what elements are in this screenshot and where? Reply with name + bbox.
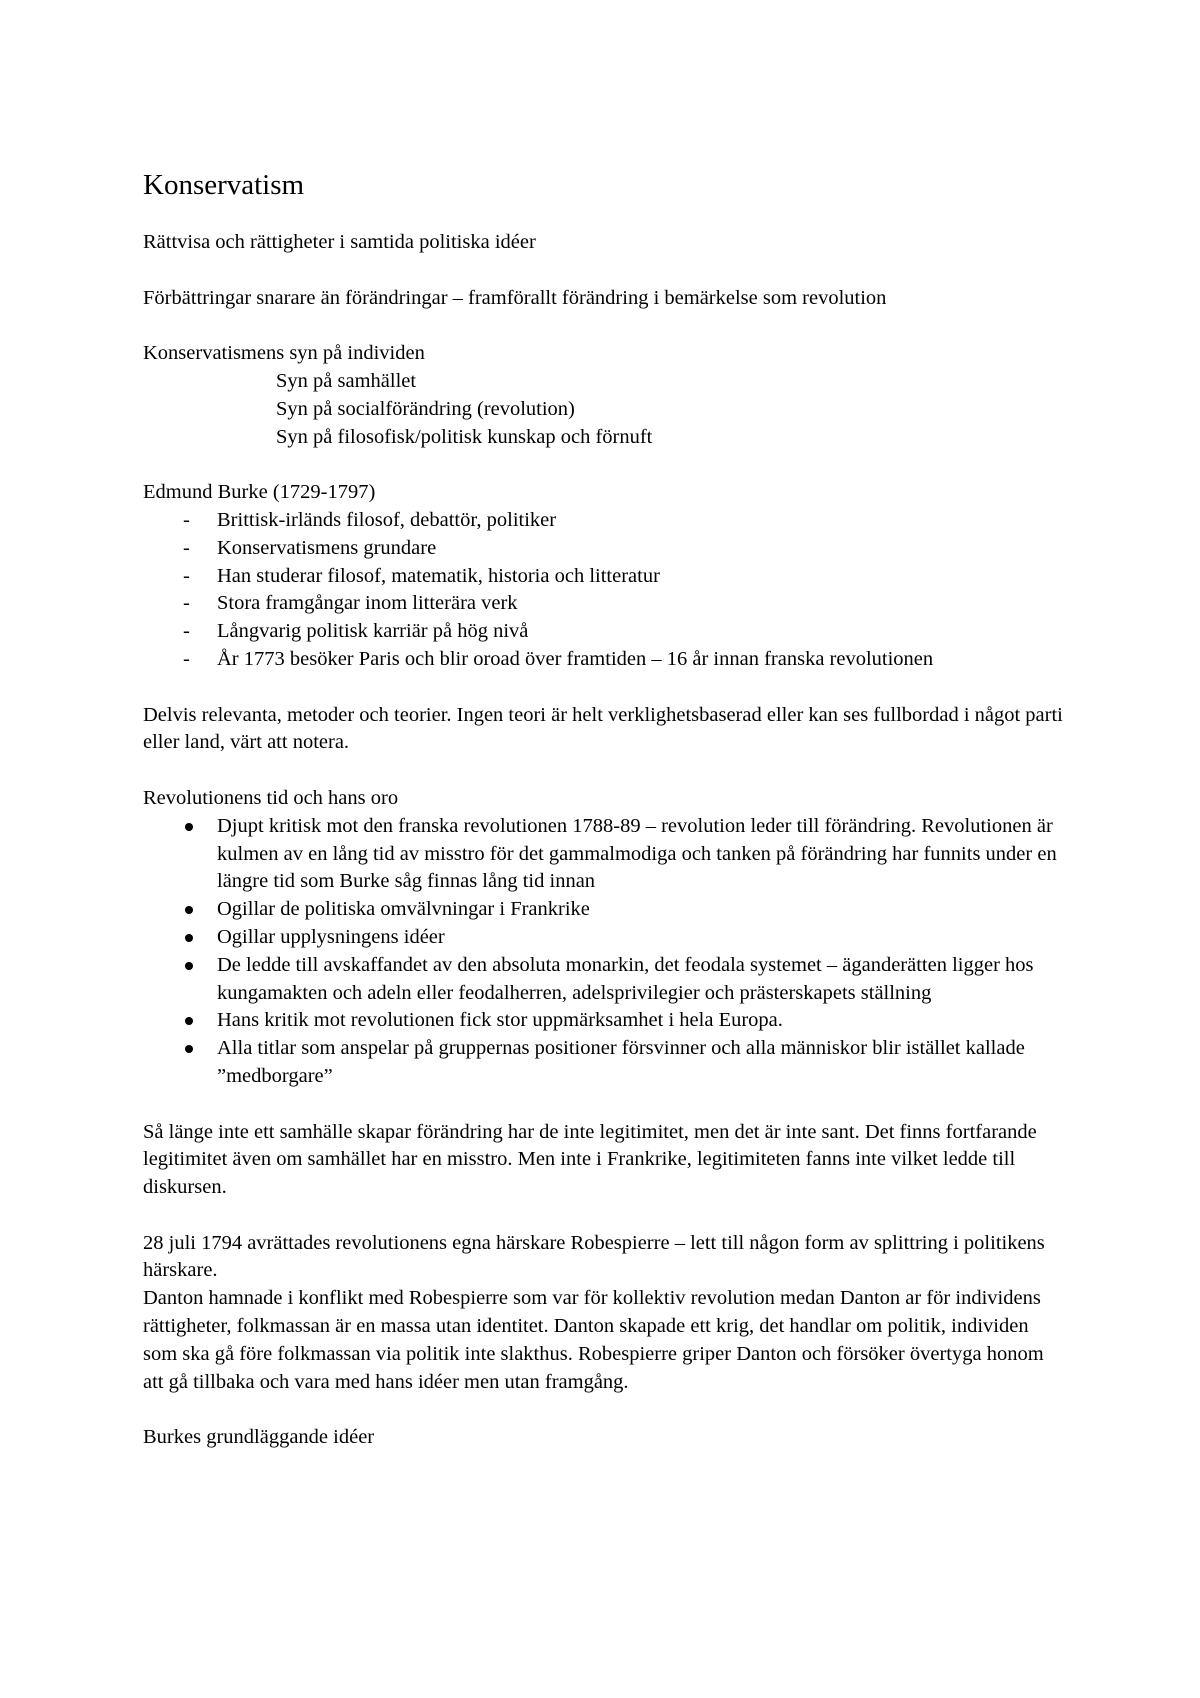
dash-marker: - <box>183 564 190 587</box>
list-item <box>143 563 1063 591</box>
list-item-text: De ledde till avskaffandet av den absoluta monarkin, det feodala systemet – äganderätten ligger hos kungamakten och adeln eller feodalherren, adelsprivilegier och prästerskapets ställning <box>217 953 1034 1004</box>
views-item: Syn på samhället <box>276 369 417 392</box>
list-item <box>143 952 1063 1008</box>
paragraph-improvements: Förbättringar snarare än förändringar – framförallt förändring i bemärkelse som revolution <box>143 286 887 309</box>
dash-marker: - <box>183 536 190 559</box>
list-item-text: Stora framgångar inom litterära verk <box>217 592 518 615</box>
bullet-icon <box>185 934 193 942</box>
list-item-text: Djupt kritisk mot den franska revolutionen 1788-89 – revolution leder till förändring. Revolutionen är kulmen av en lång tid av misstro för det gammalmodiga och tanken på förändring har funnits under en längre tid som Burke såg finnas lång tid innan <box>217 814 1057 893</box>
list-item-text: År 1773 besöker Paris och blir oroad över framtiden – 16 år innan franska revolutionen <box>217 647 934 670</box>
list-item <box>143 813 1063 896</box>
burke-list <box>143 507 1063 674</box>
paragraph-danton: Danton hamnade i konflikt med Robespierre som var för kollektiv revolution medan Danton ar för individens rättigheter, folkmassan är en massa utan identitet. Danton skapade ett krig, det handlar om politik, individen som ska gå före folkmassan via politik inte slakthus. Robespierre griper Danton och försöker övertyga honom att gå tillbaka och vara med hans idéer men utan framgång. <box>143 1287 1044 1393</box>
list-item <box>143 618 1063 646</box>
views-heading: Konservatismens syn på individen <box>143 342 425 365</box>
list-item <box>143 1035 1063 1091</box>
dash-marker: - <box>183 647 190 670</box>
burke-heading: Edmund Burke (1729-1797) <box>143 481 376 504</box>
dash-marker: - <box>183 620 190 643</box>
list-item <box>143 1007 1063 1035</box>
list-item-text: Långvarig politisk karriär på hög nivå <box>217 620 529 643</box>
paragraph-relevance: Delvis relevanta, metoder och teorier. Ingen teori är helt verklighetsbaserad eller kan ses fullbordad i något parti eller land, värt att notera. <box>143 703 1063 754</box>
revolution-section <box>143 785 1063 1091</box>
document-title: Konservatism <box>143 169 305 201</box>
list-item-text: Hans kritik mot revolutionen fick stor uppmärksamhet i hela Europa. <box>217 1009 783 1032</box>
dash-marker: - <box>183 592 190 615</box>
list-item-text: Konservatismens grundare <box>217 536 437 559</box>
burke-section <box>143 479 1063 674</box>
bullet-icon <box>185 962 193 970</box>
views-item: Syn på socialförändring (revolution) <box>276 397 575 420</box>
list-item <box>143 924 1063 952</box>
paragraph-legitimacy: Så länge inte ett samhälle skapar förändring har de inte legitimitet, men det är inte sant. Det finns fortfarande legitimitet även om samhället har en misstro. Men inte i Frankrike, legitimiteten fanns inte vilket ledde till diskursen. <box>143 1120 1037 1199</box>
list-item <box>143 507 1063 535</box>
list-item-text: Han studerar filosof, matematik, historia och litteratur <box>217 564 660 587</box>
bullet-icon <box>185 906 193 914</box>
views-item: Syn på filosofisk/politisk kunskap och förnuft <box>276 425 653 448</box>
list-item <box>143 896 1063 924</box>
document-page <box>143 168 1063 1480</box>
dash-marker: - <box>183 508 190 531</box>
paragraph-burke-ideas: Burkes grundläggande idéer <box>143 1426 375 1449</box>
paragraph-robespierre: 28 juli 1794 avrättades revolutionens egna härskare Robespierre – lett till någon form av splittring i politikens härskare. <box>143 1231 1045 1282</box>
list-item-text: Brittisk-irländs filosof, debattör, politiker <box>217 508 557 531</box>
revolution-heading: Revolutionens tid och hans oro <box>143 786 399 809</box>
bullet-icon <box>185 1017 193 1025</box>
list-item-text: Alla titlar som anspelar på gruppernas positioner försvinner och alla människor blir istället kallade ”medborgare” <box>217 1037 1025 1087</box>
robespierre-section <box>143 1230 1063 1397</box>
list-item <box>143 590 1063 618</box>
views-section <box>143 340 1063 451</box>
list-item <box>143 646 1063 674</box>
revolution-list <box>143 813 1063 1091</box>
bullet-icon <box>185 1045 193 1053</box>
bullet-icon <box>185 823 193 831</box>
list-item-text: Ogillar de politiska omvälvningar i Frankrike <box>217 898 590 921</box>
list-item <box>143 535 1063 563</box>
paragraph-rights: Rättvisa och rättigheter i samtida politiska idéer <box>143 231 536 253</box>
list-item-text: Ogillar upplysningens idéer <box>217 925 445 948</box>
